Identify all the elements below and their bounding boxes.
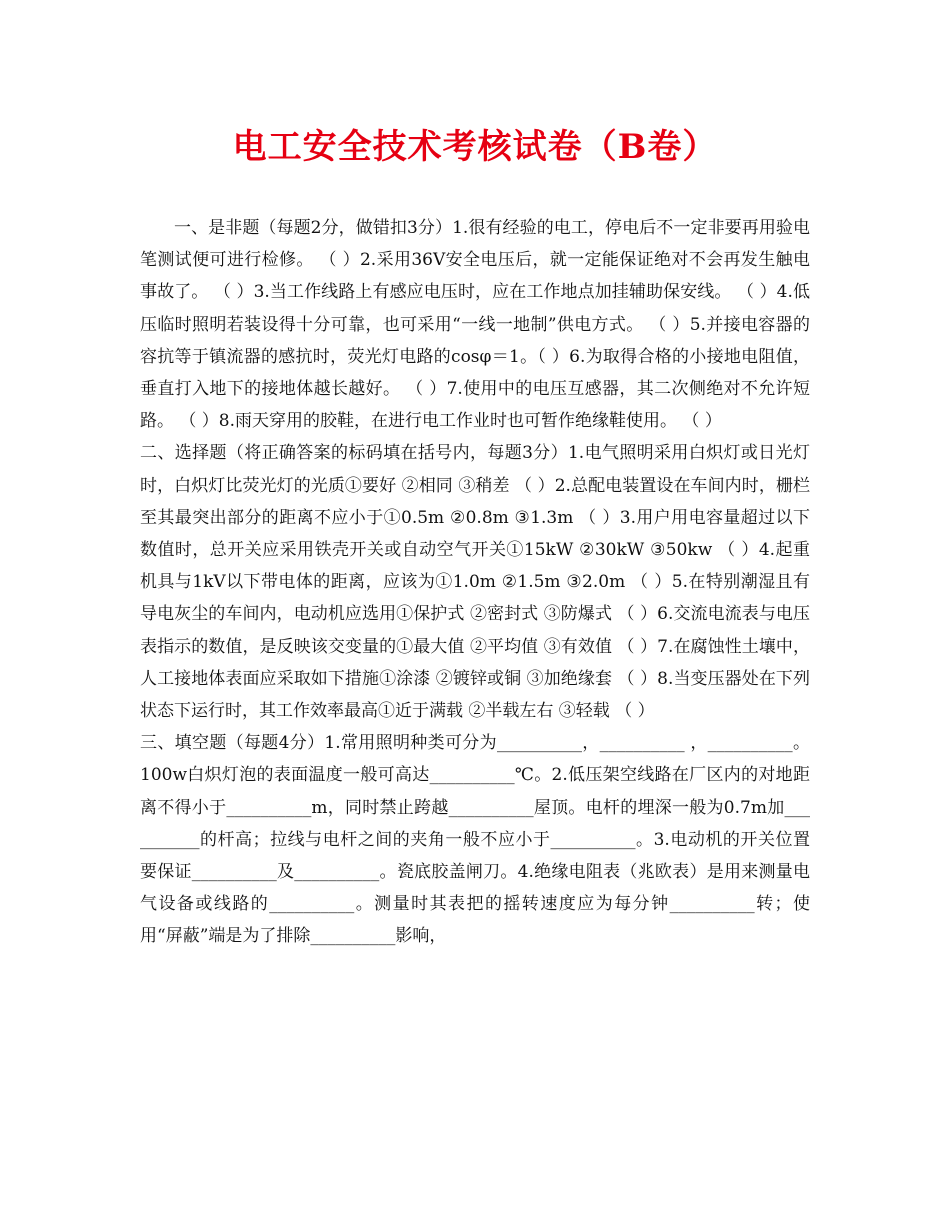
section-fill-in-blank: 三、填空题（每题4分）1.常用照明种类可分为__________，__________ ，__________。100w白炽灯泡的表面温度一般可高达__________℃。2.低压架空线路在厂区内的对地距离不得小于__________m，同时禁止跨越__________屋顶。电杆的埋深一般为0.7m加__________的杆高；拉线与电杆之间的夹角一般不应小于__________。3.电动机的开关位置要保证__________及__________。瓷底胶盖闸刀。4.绝缘电阻表（兆欧表）是用来测量电气设备或线路的__________。测量时其表把的摇转速度应为每分钟__________转；使用“屏蔽”端是为了排除__________影响， — [140, 733, 810, 947]
section-multiple-choice: 二、选择题（将正确答案的标码填在括号内，每题3分）1.电气照明采用白炽灯或日光灯时，白炽灯比荧光灯的光质①要好 ②相同 ③稍差 （ ）2.总配电装置设在车间内时，栅栏至其最突出部分的距离不应小于①0.5m ②0.8m ③1.3m （ ）3.用户用电容量超过以下数值时，总开关应采用铁壳开关或自动空气开关①15kW ②30kW ③50kw （ ）4.起重机具与1kV以下带电体的距离，应该为①1.0m ②1.5m ③2.0m （ ）5.在特别潮湿且有导电灰尘的车间内，电动机应选用①保护式 ②密封式 ③防爆式 （ ）6.交流电流表与电压表指示的数值，是反映该交变量的①最大值 ②平均值 ③有效值 （ ）7.在腐蚀性土壤中，人工接地体表面应采取如下措施①涂漆 ②镀锌或铜 ③加绝缘套 （ ）8.当变压器处在下列状态下运行时，其工作效率最高①近于满载 ②半载左右 ③轻载 （ ） — [140, 443, 810, 722]
exam-title: 电工安全技术考核试卷（B卷） — [232, 127, 718, 167]
section-true-false: 一、是非题（每题2分，做错扣3分）1.很有经验的电工，停电后不一定非要再用验电笔测试便可进行检修。 （ ）2.采用36V安全电压后，就一定能保证绝对不会再发生触电事故了。 （ ）3.当工作线路上有感应电压时，应在工作地点加挂辅助保安线。 （ ）4.低压临时照明若装设得十分可靠，也可采用“一线一地制”供电方式。 （ ）5.并接电容器的容抗等于镇流器的感抗时，荧光灯电路的cosφ＝1。（ ）6.为取得合格的小接地电阻值，垂直打入地下的接地体越长越好。 （ ）7.使用中的电压互感器，其二次侧绝对不允许短路。 （ ）8.雨天穿用的胶鞋，在进行电工作业时也可暂作绝缘鞋使用。 （ ） — [140, 218, 810, 432]
